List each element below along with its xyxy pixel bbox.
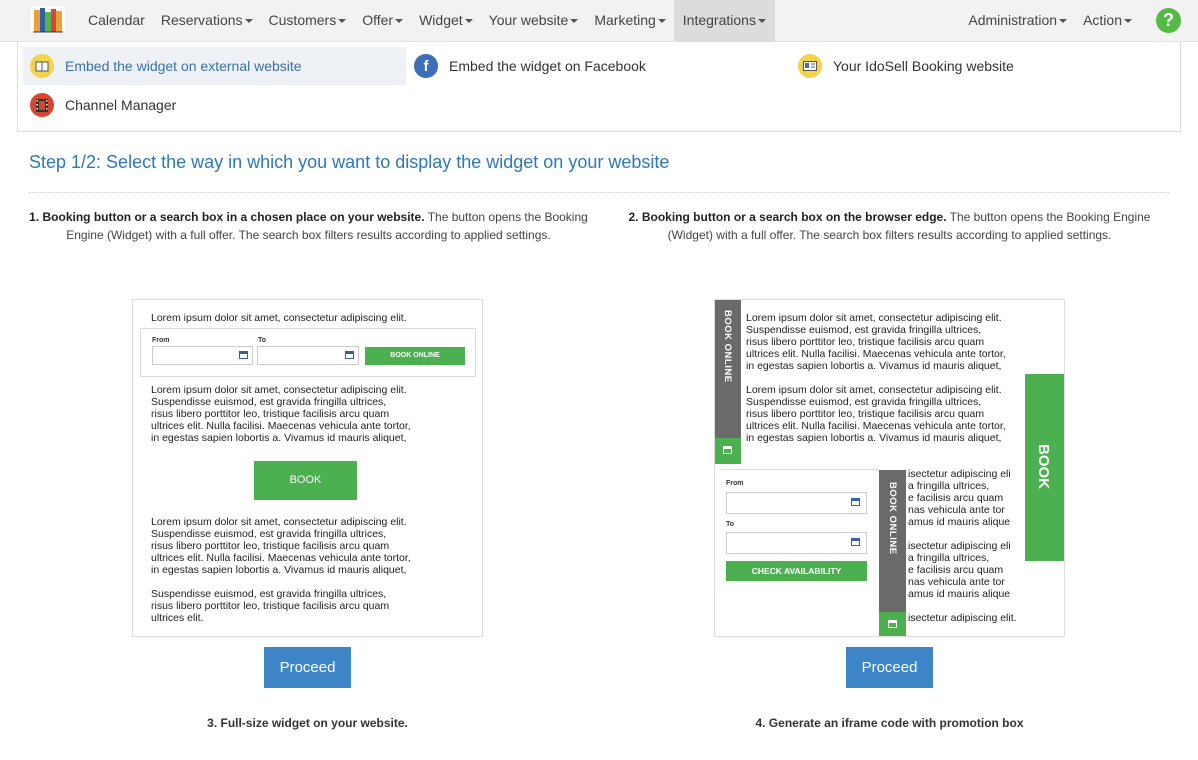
nav-administration[interactable]: Administration: [960, 0, 1075, 42]
option-2-title: 2. Booking button or a search box on the browser edge.: [628, 210, 947, 224]
preview-text: isectetur adipiscing elit.: [908, 612, 1017, 624]
caret-down-icon: [395, 19, 403, 23]
submenu-embed-facebook-label: Embed the widget on Facebook: [449, 58, 646, 74]
submenu-channel-manager[interactable]: [23, 86, 406, 124]
book-online-label: BOOK ONLINE: [887, 482, 898, 555]
nav-marketing[interactable]: Marketing: [586, 0, 673, 42]
preview-text: Lorem ipsum dolor sit amet, consectetur adipiscing elit. Suspendisse euismod, est gravida fringilla ultrices, risus libero porttitor leo, tristique facilisis arcu quam ultrices elit. Nulla facilisi. Maecenas vehicula ante tortor, in egestas sapien lobortis a. Vivamus id mauris aliquet,: [151, 516, 411, 576]
proceed-button-1[interactable]: Proceed: [264, 647, 351, 688]
caret-down-icon: [658, 19, 666, 23]
preview-embedded-widget[interactable]: [132, 299, 483, 637]
preview-text: Suspendisse euismod, est gravida fringilla ultrices, risus libero porttitor leo, tristique facilisis arcu quam ultrices elit.: [151, 588, 390, 624]
nav-calendar[interactable]: Calendar: [88, 12, 145, 28]
calendar-icon: [345, 351, 354, 359]
option-2-description: [612, 208, 1167, 244]
nav-reservations[interactable]: Reservations: [153, 0, 261, 42]
nav-your-website[interactable]: Your website: [481, 0, 587, 42]
option-4-caption[interactable]: 4. Generate an iframe code with promotion box: [755, 716, 1024, 730]
nav-customers[interactable]: Customers: [261, 0, 355, 42]
to-input: [726, 532, 867, 554]
from-label: From: [152, 337, 170, 344]
from-label: From: [726, 480, 744, 487]
film-icon: [30, 93, 54, 117]
to-label: To: [726, 521, 735, 528]
caret-down-icon: [245, 19, 253, 23]
nav-widget[interactable]: Widget: [411, 0, 481, 42]
edge-tab-book-online-2: [879, 470, 906, 612]
caret-down-icon: [338, 19, 346, 23]
nav-offer[interactable]: Offer: [354, 0, 411, 42]
submenu-idosell-website[interactable]: [791, 47, 1171, 85]
submenu-embed-facebook[interactable]: [407, 47, 787, 85]
book-online-button: BOOK ONLINE: [365, 347, 465, 365]
edge-book-tab: [1025, 374, 1065, 561]
option-2-text: The button opens the Booking Engine (Widget) with a full offer. The search box filters results according to applied settings.: [667, 210, 1151, 242]
caret-down-icon: [465, 19, 473, 23]
proceed-button-2[interactable]: Proceed: [846, 647, 933, 688]
id-card-icon: [798, 54, 822, 78]
app-logo[interactable]: [30, 4, 66, 36]
calendar-icon: [715, 438, 741, 464]
step-title: Step 1/2: Select the way in which you want to display the widget on your website: [29, 152, 670, 172]
calendar-icon: [879, 612, 906, 637]
caret-down-icon: [1059, 19, 1067, 23]
book-label: BOOK: [1035, 444, 1052, 489]
facebook-icon: f: [414, 54, 438, 78]
from-input: [152, 346, 253, 365]
top-navbar: [0, 0, 1198, 42]
preview-text: Lorem ipsum dolor sit amet, consectetur adipiscing elit. Suspendisse euismod, est gravida fringilla ultrices, risus libero porttitor leo, tristique facilisis arcu quam ultrices elit. Nulla facilisi. Maecenas vehicula ante tortor, in egestas sapien lobortis a. Vivamus id mauris aliquet,: [746, 384, 1006, 444]
caret-down-icon: [1124, 19, 1132, 23]
option-1-description: [20, 208, 597, 244]
help-icon[interactable]: ?: [1156, 8, 1181, 33]
calendar-icon: [851, 538, 860, 546]
option-1-text: The button opens the Booking Engine (Widget) with a full offer. The search box filters results according to applied settings.: [66, 210, 588, 242]
preview-text: Lorem ipsum dolor sit amet, consectetur adipiscing elit. Suspendisse euismod, est gravida fringilla ultrices, risus libero porttitor leo, tristique facilisis arcu quam ultrices elit. Nulla facilisi. Maecenas vehicula ante tortor, in egestas sapien lobortis a. Vivamus id mauris aliquet,: [746, 312, 1006, 372]
edge-search-panel: [721, 469, 879, 637]
integrations-submenu: [17, 42, 1181, 132]
preview-text: isectetur adipiscing eli a fringilla ultrices, e facilisis arcu quam nas vehicula ante tor amus id mauris alique: [908, 540, 1011, 600]
book-icon: [30, 54, 54, 78]
book-online-label: BOOK ONLINE: [722, 310, 733, 383]
edge-tab-book-online: [715, 300, 741, 438]
submenu-embed-external-label: Embed the widget on external website: [65, 58, 302, 74]
submenu-embed-external[interactable]: [23, 47, 406, 85]
submenu-idosell-website-label: Your IdoSell Booking website: [833, 58, 1014, 74]
book-button: BOOK: [254, 461, 357, 500]
to-input: [257, 346, 359, 365]
caret-down-icon: [758, 19, 766, 23]
option-3-caption[interactable]: 3. Full-size widget on your website.: [207, 716, 408, 730]
nav-action[interactable]: Action: [1075, 0, 1140, 42]
caret-down-icon: [570, 19, 578, 23]
from-input: [726, 492, 867, 514]
calendar-icon: [239, 351, 248, 359]
preview-search-box: [140, 328, 476, 377]
preview-text: Lorem ipsum dolor sit amet, consectetur adipiscing elit.: [151, 312, 407, 324]
preview-text: Lorem ipsum dolor sit amet, consectetur adipiscing elit. Suspendisse euismod, est gravida fringilla ultrices, risus libero porttitor leo, tristique facilisis arcu quam ultrices elit. Nulla facilisi. Maecenas vehicula ante tortor, in egestas sapien lobortis a. Vivamus id mauris aliquet,: [151, 384, 411, 444]
to-label: To: [258, 337, 267, 344]
check-availability-button: CHECK AVAILABILITY: [726, 561, 867, 581]
divider: [29, 192, 1169, 193]
preview-edge-widget[interactable]: [714, 299, 1065, 637]
calendar-icon: [851, 498, 860, 506]
preview-text: isectetur adipiscing eli a fringilla ultrices, e facilisis arcu quam nas vehicula ante tor amus id mauris alique: [908, 468, 1011, 528]
option-1-title: 1. Booking button or a search box in a chosen place on your website.: [29, 210, 425, 224]
submenu-channel-manager-label: Channel Manager: [65, 97, 177, 113]
nav-integrations[interactable]: Integrations: [674, 0, 775, 42]
